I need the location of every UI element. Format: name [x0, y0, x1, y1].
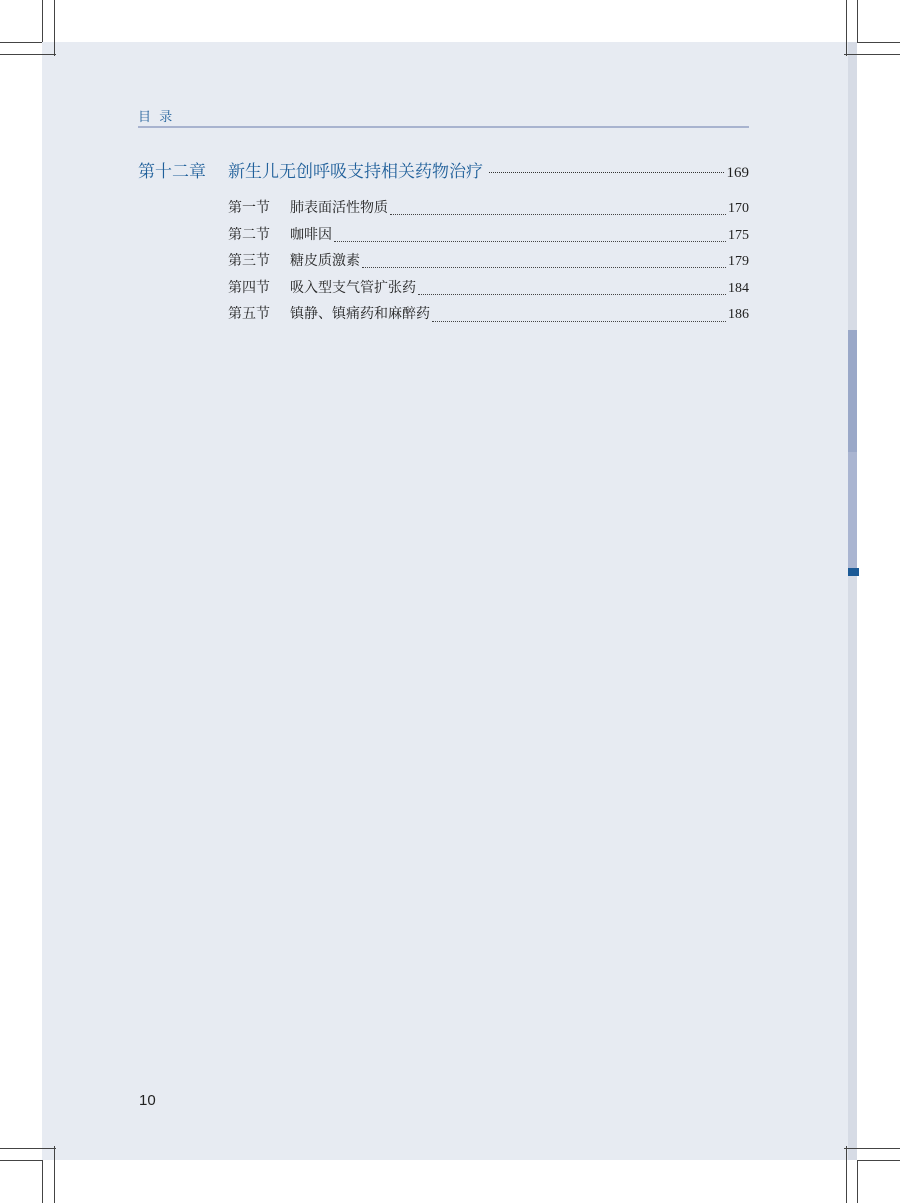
crop-mark [42, 1160, 43, 1203]
section-title: 镇静、镇痛药和麻醉药 [290, 306, 430, 323]
dot-leader [489, 171, 724, 173]
toc-section-entry[interactable] [228, 250, 749, 277]
dot-leader [390, 213, 726, 215]
crop-mark [846, 0, 847, 56]
crop-mark [857, 1160, 858, 1203]
dot-leader [432, 320, 726, 322]
dot-leader [418, 293, 726, 295]
section-title: 糖皮质激素 [290, 253, 360, 270]
toc-section-entry[interactable] [228, 197, 749, 224]
crop-mark [846, 1146, 847, 1203]
crop-mark [0, 1148, 56, 1149]
section-number: 第一节 [228, 200, 270, 216]
thumb-tab-light-lower [848, 452, 857, 568]
dot-leader [362, 266, 726, 268]
page-number: 10 [139, 1092, 156, 1109]
toc-section-entry[interactable] [228, 277, 749, 304]
crop-mark [0, 42, 42, 43]
toc-section-entry[interactable] [228, 303, 749, 330]
crop-mark [857, 1160, 900, 1161]
section-title: 咖啡因 [290, 226, 332, 243]
chapter-page-number: 169 [726, 165, 749, 181]
crop-mark [844, 1148, 900, 1149]
thumb-tab-marker [848, 568, 859, 576]
crop-mark [0, 1160, 42, 1161]
chapter-number: 第十二章 [138, 162, 206, 182]
section-title: 吸入型支气管扩张药 [290, 279, 416, 296]
section-number: 第三节 [228, 253, 270, 270]
crop-mark [42, 0, 43, 42]
section-title: 肺表面活性物质 [290, 200, 388, 216]
crop-mark [857, 42, 900, 43]
toc-chapter-entry[interactable] [138, 157, 749, 181]
section-number: 第四节 [228, 279, 270, 296]
section-number: 第二节 [228, 226, 270, 243]
crop-mark [54, 1146, 55, 1203]
page-edge-strip [848, 42, 857, 1160]
section-page-number: 170 [728, 201, 749, 216]
crop-mark [844, 54, 900, 55]
dot-leader [334, 240, 726, 242]
toc-section-entry[interactable] [228, 224, 749, 251]
crop-mark [54, 0, 55, 56]
section-page-number: 175 [728, 227, 749, 243]
crop-mark [0, 54, 56, 55]
crop-mark [857, 0, 858, 42]
section-page-number: 179 [728, 254, 749, 270]
section-page-number: 186 [728, 307, 749, 323]
section-number: 第五节 [228, 306, 270, 323]
toc-section-list [228, 197, 749, 330]
header-rule [138, 126, 749, 128]
thumb-tab-light [848, 330, 857, 452]
section-page-number: 184 [728, 280, 749, 296]
chapter-title: 新生儿无创呼吸支持相关药物治疗 [228, 162, 483, 182]
running-header: 目 录 [138, 110, 173, 125]
